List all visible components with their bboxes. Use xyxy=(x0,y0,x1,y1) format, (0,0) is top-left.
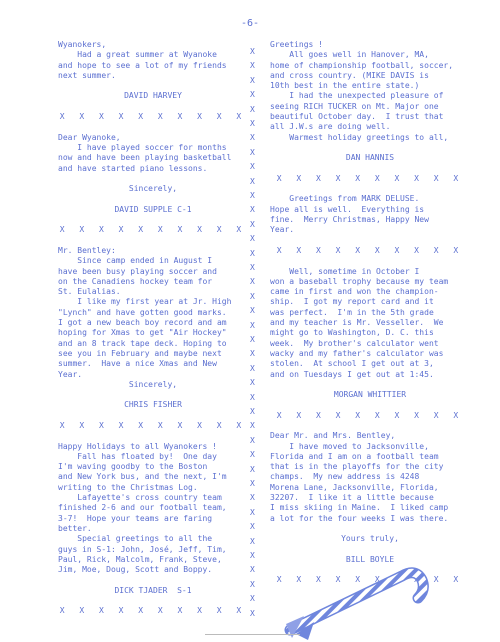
letter-text-line: Hope all is well. Everything is xyxy=(270,204,425,214)
letter-text-line: "Lynch" and have gotten good marks. xyxy=(58,307,227,317)
letter-text-line: wacky and my father's calculator was xyxy=(270,348,444,358)
blank-line xyxy=(58,174,248,184)
letter-text-line: on the Canadiens hockey team for xyxy=(58,276,213,286)
letter-text-line: I have played soccer for months xyxy=(58,142,227,152)
letter-text-line: a lot for the four weeks I was there. xyxy=(270,513,449,523)
letter-text-line: now and have been playing basketball xyxy=(58,153,232,163)
letter-text-line: I'm waving goodby to the Boston xyxy=(58,462,208,472)
letter-text-line: home of championship football, soccer, xyxy=(270,60,454,70)
signature-line: DAVID SUPPLE C-1 xyxy=(114,204,192,214)
blank-line xyxy=(58,81,248,91)
letter-text-line: all J.W.s are doing well. xyxy=(270,122,391,132)
letter-text-line: might go to Washington, D. C. this xyxy=(270,328,434,338)
letter-text-line: Well, sometime in October I xyxy=(270,266,420,276)
x-separator-row: X X X X X X X X X X xyxy=(276,245,464,255)
blank-line xyxy=(58,194,248,204)
blank-line xyxy=(270,421,470,431)
letter-text-line: stolen. At school I get out at 3, xyxy=(270,359,434,369)
x-separator-row: X X X X X X X X X X xyxy=(276,173,464,183)
letter-text-line: Greetings ! xyxy=(270,40,323,49)
letter-text-line: better. xyxy=(58,523,92,533)
letter-text-line: Since camp ended in August I xyxy=(58,256,213,266)
letter-text-line: and cross country. (MIKE DAVIS is xyxy=(270,70,429,80)
letter-text-line: summer. Have a nice Xmas and New xyxy=(58,359,217,369)
letter-text-line: St. Eulalias. xyxy=(58,287,121,297)
letter-text-line: Fall has floated by! One day xyxy=(58,451,217,461)
letter-text-line: and my teacher is Mr. Vesseller. We xyxy=(270,318,444,328)
blank-line xyxy=(58,431,248,441)
letter-text-line: Mr. Bentley: xyxy=(58,245,116,255)
right-column xyxy=(270,40,470,586)
letter-text-line: Dear Mr. and Mrs. Bentley, xyxy=(270,431,396,441)
letter-text-line: guys in S-1: John, José, Jeff, Tim, xyxy=(58,544,227,554)
letter-text-line: won a baseball trophy because my team xyxy=(270,276,449,286)
letter-text-line: week. My brother's calculator went xyxy=(270,338,439,348)
blank-line xyxy=(58,215,248,225)
letter-text-line: Paul, Rick, Malcolm, Frank, Steve, xyxy=(58,554,222,564)
blank-line xyxy=(270,380,470,390)
letter-text-line: Morena Lane, Jacksonville, Florida, xyxy=(270,482,439,492)
letter-text-line: have been busy playing soccer and xyxy=(58,266,217,276)
page-bottom-line xyxy=(205,634,300,635)
letter-text-line: 32207. I like it a little because xyxy=(270,493,434,503)
letter-text-line: and an 8 track tape deck. Hoping to xyxy=(58,338,227,348)
letter-text-line: 10th best in the entire state.) xyxy=(270,81,420,91)
letter-text-line: and on Tuesdays I get out at 1:45. xyxy=(270,369,434,379)
letter-text-line: Wyanokers, xyxy=(58,40,107,49)
blank-line xyxy=(58,122,248,132)
letter-text-line: was perfect. I'm in the 5th grade xyxy=(270,307,434,317)
blank-line xyxy=(270,256,470,266)
letter-text-line: Lafayette's cross country team xyxy=(58,493,222,503)
x-separator-row: X X X X X X X X X X xyxy=(59,112,247,122)
left-column xyxy=(58,40,248,617)
blank-line xyxy=(270,400,470,410)
letter-text-line: beautiful October day. I trust that xyxy=(270,112,444,122)
signature-line: DAN HANNIS xyxy=(345,153,395,163)
signature-line: Sincerely, xyxy=(128,379,178,389)
x-separator-row: X X X X X X X X X X xyxy=(59,606,247,616)
letter-text-line: Year. xyxy=(58,369,83,379)
signature-line: CHRIS FISHER xyxy=(124,400,182,410)
letter-text-line: Warmest holiday greetings to all, xyxy=(270,132,449,142)
letter-text-line: fine. Merry Christmas, Happy New xyxy=(270,215,429,225)
letter-text-line: that is in the playoffs for the city xyxy=(270,462,444,472)
letter-text-line: and New York bus, and the next, I'm xyxy=(58,472,227,482)
signature-line: BILL BOYLE xyxy=(345,554,395,564)
signature-line: DICK TJADER S-1 xyxy=(114,585,192,595)
letter-text-line: see you in February and maybe next xyxy=(58,348,222,358)
letter-text-line: next summer. xyxy=(58,70,116,80)
blank-line xyxy=(270,184,470,194)
signature-line: Yours truly, xyxy=(341,534,399,544)
blank-line xyxy=(58,575,248,585)
blank-line xyxy=(270,164,470,174)
x-separator-row: X X X X X X X X X X xyxy=(59,225,247,235)
letter-text-line: and have started piano lessons. xyxy=(58,163,208,173)
letter-text-line: came in first and won the champion- xyxy=(270,287,439,297)
letter-text-line: Special greetings to all the xyxy=(58,534,213,544)
blank-line xyxy=(58,102,248,112)
letter-text-line: I like my first year at Jr. High xyxy=(58,297,232,307)
letter-text-line: I have moved to Jacksonville, xyxy=(270,441,429,451)
signature-line: DAVID HARVEY xyxy=(124,91,182,101)
letter-text-line: Florida and I am on a football team xyxy=(270,451,439,461)
blank-line xyxy=(270,236,470,246)
x-separator-row: X X X X X X X X X X xyxy=(276,410,464,420)
letter-text-line: Had a great summer at Wyanoke xyxy=(58,50,217,60)
letter-text-line: Greetings from MARK DELUSE. xyxy=(270,194,420,204)
blank-line xyxy=(58,390,248,400)
x-separator-row: X X X X X X X X X X xyxy=(59,420,247,430)
signature-line: MORGAN WHITTIER xyxy=(333,390,407,400)
letter-text-line: Happy Holidays to all Wyanokers ! xyxy=(58,441,217,451)
blank-line xyxy=(58,236,248,246)
letter-text-line: champs. My new address is 4248 xyxy=(270,472,420,482)
letter-text-line: I had the unexpected pleasure of xyxy=(270,91,444,101)
blank-line xyxy=(58,411,248,421)
letter-text-line: 3-7! Hope your teams are faring xyxy=(58,513,213,523)
candy-cane-illustration xyxy=(284,552,434,642)
blank-line xyxy=(270,143,470,153)
letter-text-line: Year. xyxy=(270,225,295,235)
x-separator-row: X X X X X X X X X X xyxy=(276,575,464,585)
letter-text-line: writing to the Christmas Log. xyxy=(58,482,198,492)
letter-text-line: All goes well in Hanover, MA, xyxy=(270,50,429,60)
blank-line xyxy=(58,596,248,606)
letter-text-line: finished 2-6 and our football team, xyxy=(58,503,227,513)
signature-line: Sincerely, xyxy=(128,184,178,194)
letter-text-line: I miss skiing in Maine. I liked camp xyxy=(270,503,449,513)
letter-text-line: Jim, Moe, Doug, Scott and Boppy. xyxy=(58,565,213,575)
letter-text-line: hoping for Xmas to get "Air Hockey" xyxy=(58,328,227,338)
letter-text-line: I got a new beach boy record and am xyxy=(58,318,227,328)
letter-text-line: and hope to see a lot of my friends xyxy=(58,60,227,70)
page-number: -6- xyxy=(240,18,260,29)
blank-line xyxy=(270,524,470,534)
letter-text-line: ship. I got my report card and it xyxy=(270,297,434,307)
letter-text-line: Dear Wyanoke, xyxy=(58,132,121,142)
letter-text-line: seeing RICH TUCKER on Mt. Major one xyxy=(270,101,439,111)
